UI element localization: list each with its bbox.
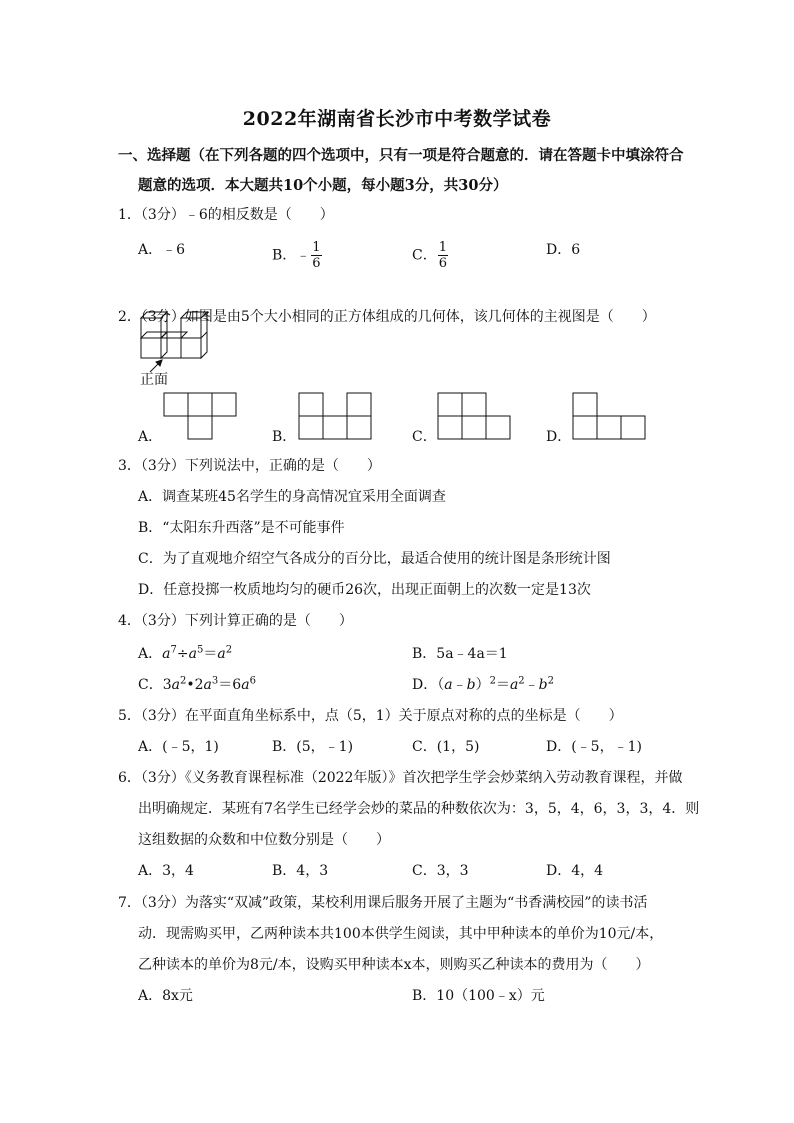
q6-option-d: D．4，4 bbox=[546, 863, 604, 879]
q7-option-b: B．10（100﹣x）元 bbox=[412, 988, 545, 1004]
q1-option-d: D．6 bbox=[546, 242, 581, 258]
q1-option-c-label: C． bbox=[412, 247, 437, 264]
q2-option-a: A． bbox=[138, 429, 163, 445]
q2-option-c-figure bbox=[437, 392, 513, 442]
q5-option-a: A．(﹣5，1) bbox=[138, 739, 219, 755]
q3-option-a: A．调查某班45名学生的身高情况宜采用全面调查 bbox=[138, 489, 446, 505]
section-heading-line2: 题意的选项．本大题共10个小题，每小题3分，共30分） bbox=[138, 177, 508, 194]
q3-option-c: C．为了直观地介绍空气各成分的百分比，最适合使用的统计图是条形统计图 bbox=[138, 551, 611, 567]
q6-option-b: B．4，3 bbox=[272, 863, 329, 879]
q6-option-c: C．3，3 bbox=[412, 863, 469, 879]
q7-stem-line2: 动．现需购买甲，乙两种读本共100本供学生阅读，其中甲种读本的单价为10元/本， bbox=[138, 926, 664, 942]
page-title: 2022年湖南省长沙市中考数学试卷 bbox=[242, 108, 552, 130]
q4-option-a-label: A． bbox=[138, 646, 163, 662]
q4-option-c-label: C． bbox=[138, 677, 163, 693]
q2-option-b-figure bbox=[298, 392, 374, 442]
q1-b-numerator: 1 bbox=[312, 240, 321, 255]
q7-stem-line1: 7．（3分）为落实“双减”政策，某校利用课后服务开展了主题为“书香满校园”的读书活 bbox=[118, 895, 648, 911]
q5-option-d: D．(﹣5，﹣1) bbox=[546, 739, 642, 755]
q6-stem-line2: 出明确规定．某班有7名学生已经学会炒的菜品的种数依次为：3，5，4，6，3，3，4．则 bbox=[138, 801, 700, 817]
q2-option-b: B． bbox=[272, 429, 297, 445]
q1-option-b-label: B．﹣ bbox=[272, 247, 311, 264]
q2-stem: 2．（3分）如图是由5个大小相同的正方体组成的几何体，该几何体的主视图是（ ） bbox=[118, 309, 656, 325]
q6-stem-line3: 这组数据的众数和中位数分别是（ ） bbox=[138, 832, 390, 848]
q3-stem: 3．（3分）下列说法中，正确的是（ ） bbox=[118, 458, 381, 474]
q1-option-c-fraction bbox=[438, 240, 448, 271]
q2-option-d-figure bbox=[572, 392, 648, 442]
q3-option-b: B．“太阳东升西落”是不可能事件 bbox=[138, 520, 345, 536]
q2-option-c: C． bbox=[412, 429, 437, 445]
q3-option-d: D．任意投掷一枚质地均匀的硬币26次，出现正面朝上的次数一定是13次 bbox=[138, 582, 591, 598]
q1-c-denominator: 6 bbox=[438, 256, 447, 271]
q1-option-a: A．﹣6 bbox=[138, 242, 186, 258]
q2-figure-label: 正面 bbox=[140, 372, 168, 388]
q1-b-denominator: 6 bbox=[312, 256, 321, 271]
q4-option-c: C．$3a^2•2a^3=6a^6$ bbox=[138, 675, 256, 693]
q6-option-a: A．3，4 bbox=[138, 863, 194, 879]
section-heading-line1: 一、选择题（在下列各题的四个选项中，只有一项是符合题意的．请在答题卡中填涂符合 bbox=[118, 147, 684, 164]
q5-option-c: C．(1，5) bbox=[412, 739, 480, 755]
q5-option-b: B．(5，﹣1) bbox=[272, 739, 354, 755]
q7-option-a: A．8x元 bbox=[138, 988, 193, 1004]
q2-option-d: D． bbox=[546, 429, 572, 445]
q6-stem-line1: 6．（3分）《义务教育课程标准（2022年版）》首次把学生学会炒菜纳入劳动教育课程，并做 bbox=[118, 770, 683, 786]
q1-option-c bbox=[412, 240, 448, 271]
q2-option-a-figure bbox=[163, 392, 239, 442]
q4-option-a: A．$a^7\div a^5=a^2$ bbox=[138, 644, 233, 662]
q4-option-d: D．$(a﹣b)^2=a^2﹣b^2$ bbox=[412, 675, 555, 693]
q4-option-d-label: D． bbox=[412, 677, 438, 693]
q5-stem: 5．（3分）在平面直角坐标系中，点（5，1）关于原点对称的点的坐标是（ ） bbox=[118, 708, 623, 724]
q1-option-b bbox=[272, 240, 322, 271]
q7-stem-line3: 乙种读本的单价为8元/本，设购买甲种读本x本，则购买乙种读本的费用为（ ） bbox=[138, 957, 650, 973]
q4-option-b: B．5a﹣4a＝1 bbox=[412, 646, 508, 662]
q4-stem: 4．（3分）下列计算正确的是（ ） bbox=[118, 613, 353, 629]
q1-stem: 1．（3分）﹣6的相反数是（ ） bbox=[118, 207, 334, 223]
q1-c-numerator: 1 bbox=[438, 240, 447, 255]
q1-option-b-fraction bbox=[311, 240, 321, 271]
